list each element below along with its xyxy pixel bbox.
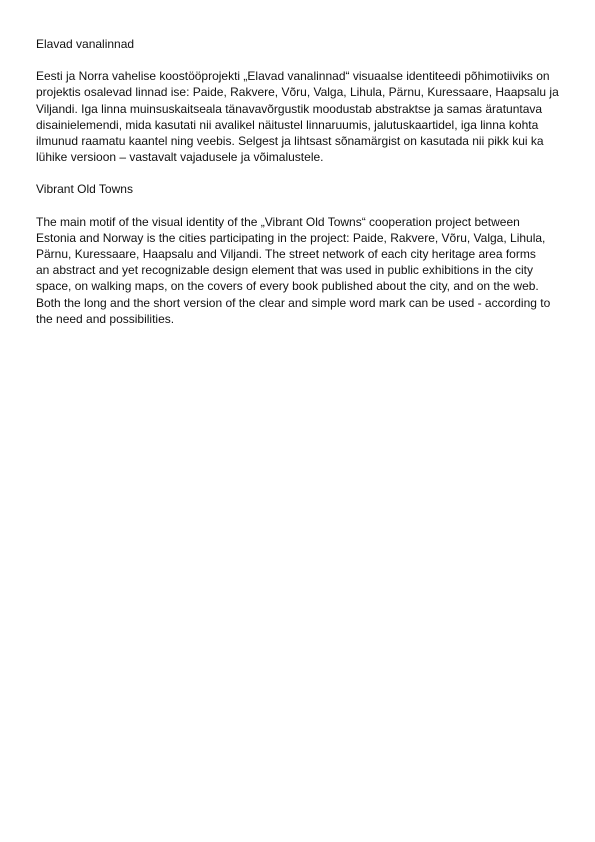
text-line: Both the long and the short version of the clear and simple word mark can be used - according to — [36, 295, 551, 310]
document-page — [36, 36, 564, 343]
text-line: ilmunud raamatu kaantel ning veebis. Selgest ja lihtsast sõnamärgist on kasutada nii pikk kui ka — [36, 134, 544, 149]
text-line: the need and possibilities. — [36, 311, 175, 326]
section-title-estonian: Elavad vanalinnad — [36, 37, 135, 51]
text-line: Estonia and Norway is the cities participating in the project: Paide, Rakvere, Võru, Valga, Lihula, — [36, 230, 546, 245]
text-line: an abstract and yet recognizable design element that was used in public exhibitions in the city — [36, 263, 533, 278]
text-line: Pärnu, Kuressaare, Haapsalu and Viljandi. The street network of each city heritage area forms — [36, 247, 536, 262]
text-line: space, on walking maps, on the covers of every book published about the city, and on the web. — [36, 279, 539, 294]
paragraph-estonian — [36, 68, 564, 165]
text-line: projektis osalevad linnad ise: Paide, Rakvere, Võru, Valga, Lihula, Pärnu, Kuressaare, Haapsalu ja — [36, 85, 559, 100]
text-line: Viljandi. Iga linna muinsuskaitseala tänavavõrgustik moodustab abstraktse ja samas äratuntava — [36, 101, 543, 116]
text-line: Eesti ja Norra vahelise koostööprojekti „Elavad vanalinnad“ visuaalse identiteedi põhimotiiviks on — [36, 69, 550, 84]
text-line: lühike versioon – vastavalt vajadusele ja võimalustele. — [36, 150, 324, 165]
paragraph-english — [36, 214, 564, 327]
section-title-english: Vibrant Old Towns — [36, 182, 133, 197]
text-line: disainielemendi, mida kasutati nii avalikel näitustel linnaruumis, jalutuskaartidel, iga linna kohta — [36, 117, 539, 132]
text-line: The main motif of the visual identity of the „Vibrant Old Towns“ cooperation project between — [36, 214, 520, 229]
